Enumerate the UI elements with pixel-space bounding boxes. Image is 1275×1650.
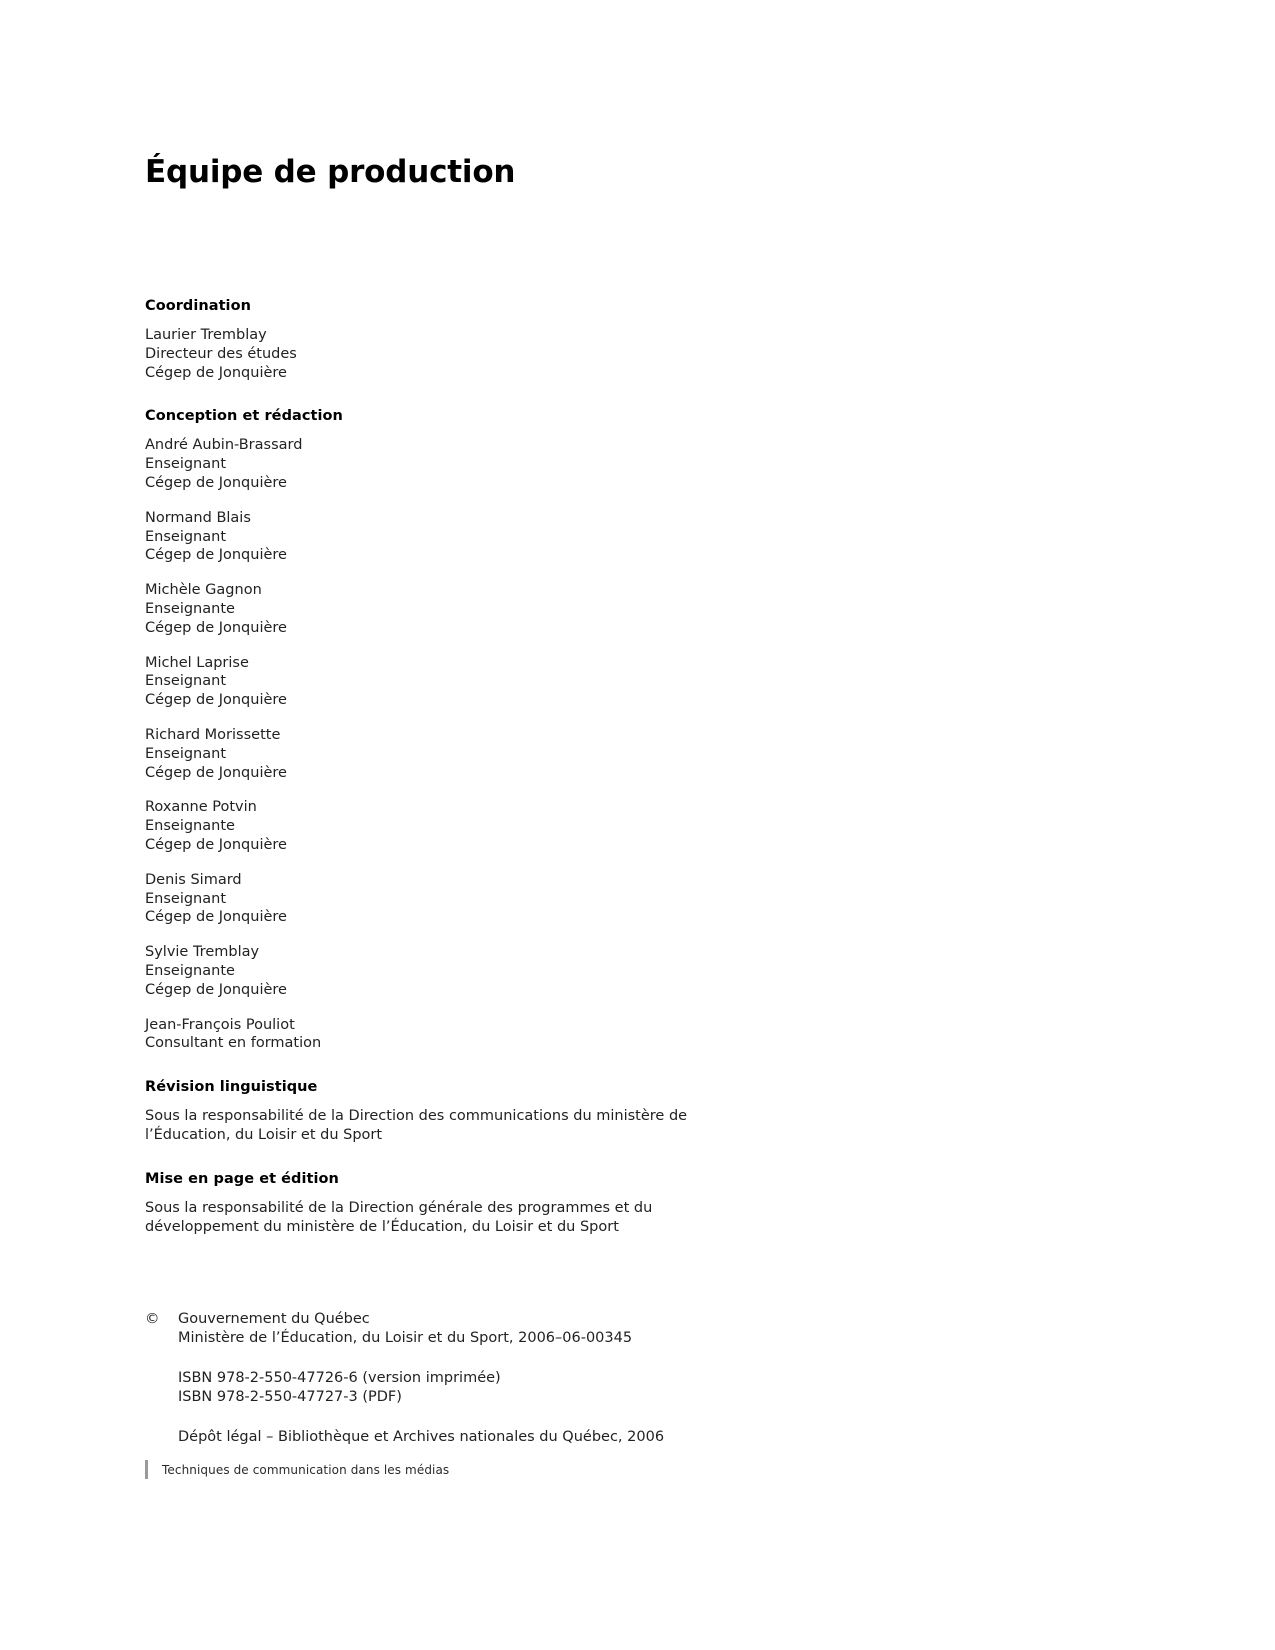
- person-name: Sylvie Tremblay: [145, 944, 260, 961]
- person-role: Enseignant: [145, 528, 227, 545]
- footer-rule: [145, 1460, 148, 1479]
- section-heading-revision: Révision linguistique: [145, 1079, 318, 1096]
- section-heading-conception: Conception et rédaction: [145, 408, 343, 425]
- person-role: Enseignant: [145, 890, 227, 907]
- section-heading-miseenpage: Mise en page et édition: [145, 1170, 339, 1187]
- person-name: Michèle Gagnon: [145, 582, 262, 599]
- page-footer: [145, 1460, 449, 1479]
- person-role: Consultant en formation: [145, 1035, 322, 1052]
- person-role: Enseignant: [145, 673, 227, 690]
- person-name: Roxanne Potvin: [145, 799, 257, 816]
- person-name: Michel Laprise: [145, 654, 249, 671]
- person-entry: [145, 726, 705, 782]
- person-name: Laurier Tremblay: [145, 327, 267, 343]
- person-org: Cégep de Jonquière: [145, 909, 287, 926]
- indent-spacer: [145, 1369, 178, 1407]
- footer-text: Techniques de communication dans les médias: [162, 1462, 450, 1477]
- person-role: Enseignante: [145, 600, 235, 617]
- person-entry: [145, 943, 705, 999]
- person-entry: [145, 654, 705, 710]
- copyright-symbol: ©: [145, 1311, 160, 1327]
- person-role: Enseignante: [145, 818, 235, 835]
- person-org: Cégep de Jonquière: [145, 547, 287, 564]
- legal-deposit: Dépôt légal – Bibliothèque et Archives nationales du Québec, 2006: [178, 1429, 665, 1445]
- person-name: André Aubin-Brassard: [145, 437, 303, 454]
- person-org: Cégep de Jonquière: [145, 619, 287, 636]
- section-heading-coordination: Coordination: [145, 298, 251, 314]
- page-title: Équipe de production: [145, 153, 516, 190]
- copyright-government: Gouvernement du Québec: [178, 1311, 370, 1327]
- person-role: Enseignant: [145, 456, 227, 473]
- spacer: [145, 1407, 865, 1428]
- person-name: Normand Blais: [145, 509, 251, 526]
- spacer: [145, 1348, 865, 1369]
- revision-paragraph: Sous la responsabilité de la Direction des communications du ministère de l’Éducation, du Loisir et du Sport: [145, 1108, 688, 1143]
- person-name: Jean-François Pouliot: [145, 1016, 295, 1033]
- miseenpage-paragraph: Sous la responsabilité de la Direction générale des programmes et du développement du ministère de l’Éducation, du Loisir et du Sport: [145, 1199, 653, 1235]
- isbn-group: [145, 1369, 865, 1407]
- indent-spacer: [145, 1428, 178, 1447]
- person-entry: [145, 581, 705, 637]
- person-org: Cégep de Jonquière: [145, 836, 287, 853]
- person-entry: [145, 436, 705, 492]
- person-name: Richard Morissette: [145, 726, 281, 743]
- person-org: Cégep de Jonquière: [145, 764, 287, 781]
- person-org: Cégep de Jonquière: [145, 692, 287, 709]
- legal-deposit-group: [145, 1428, 865, 1447]
- person-entry: [145, 1016, 705, 1054]
- person-entry: [145, 798, 705, 854]
- copyright-ministry: Ministère de l’Éducation, du Loisir et du Sport, 2006–06-00345: [178, 1330, 633, 1346]
- person-org: Cégep de Jonquière: [145, 981, 287, 998]
- person-org: Cégep de Jonquière: [145, 364, 287, 381]
- production-team-content: [145, 298, 705, 1244]
- copyright-block: [145, 1310, 865, 1447]
- person-role: Enseignante: [145, 962, 235, 979]
- isbn-pdf: ISBN 978-2-550-47727-3 (PDF): [178, 1389, 402, 1405]
- person-entry: [145, 326, 705, 382]
- person-entry: [145, 509, 705, 565]
- person-name: Denis Simard: [145, 871, 242, 888]
- isbn-print: ISBN 978-2-550-47726-6 (version imprimée): [178, 1370, 501, 1386]
- person-role: Enseignant: [145, 745, 227, 762]
- person-entry: [145, 871, 705, 927]
- person-role: Directeur des études: [145, 345, 297, 362]
- person-org: Cégep de Jonquière: [145, 474, 287, 491]
- copyright-line-government: [145, 1310, 865, 1348]
